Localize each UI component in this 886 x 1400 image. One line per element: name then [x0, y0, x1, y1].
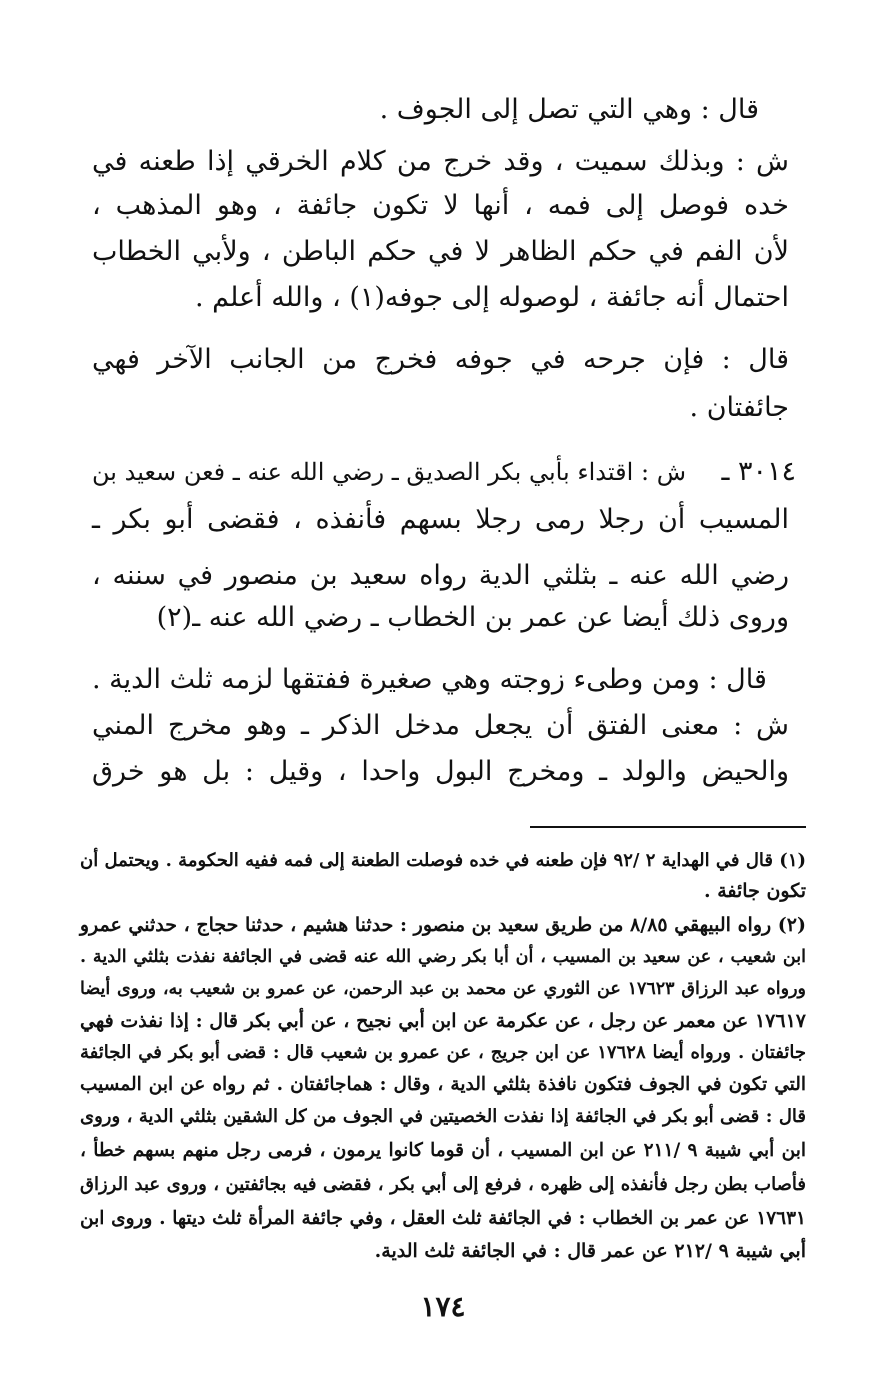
main-line-6: قال : فإن جرحه في جوفه فخرج من الجانب الآخر فهي: [92, 344, 789, 375]
footnote-line-4: ابن شعيب ، عن سعيد بن المسيب ، أن أبا بكر رضي الله عنه قضى في الجائفة نفذت بثلثي الدية .: [80, 947, 806, 967]
main-line-1: [92, 90, 789, 130]
main-line-7: جائفتان .: [689, 392, 789, 423]
main-line-12: [92, 660, 789, 700]
footnote-line-1: (١) قال في الهداية ٢ /٩٢ فإن طعنه في خده فوصلت الطعنة إلى فمه ففيه الحكومة . ويحتمل أن: [80, 850, 807, 871]
footnote-line-13: أبي شيبة ٩ /٢١٢ عن عمر قال : في الجائفة ثلث الدية.: [374, 1240, 806, 1262]
main-line-9: المسيب أن رجلا رمى رجلا بسهم فأنفذه ، فقضى أبو بكر ـ: [92, 504, 789, 535]
footnote-line-12: ١٧٦٣١ عن عمر بن الخطاب : في الجائفة ثلث العقل ، وفي جائفة المرأة ثلث ديتها . وروى ابن: [80, 1208, 806, 1229]
footnote-line-7: جائفتان . ورواه أيضا ١٧٦٢٨ عن ابن جريج ، عن عمرو بن شعيب قال : قضى أبو بكر في الجائفة: [80, 1042, 806, 1063]
footnote-line-9: قال : قضى أبو بكر في الجائفة إذا نفذت الخصيتين في الجوف من كل الشقين بثلثي الدية ، وروى: [80, 1106, 806, 1127]
footnote-line-2: تكون جائفة .: [703, 880, 806, 902]
footnote-line-11: فأصاب بطن رجل فأنفذه إلى ظهره ، فرفع إلى أبي بكر ، فقضى فيه بجائفتين ، وروى عبد الرزاق: [80, 1174, 806, 1195]
main-line-1-text: قال : وهي التي تصل إلى الجوف .: [379, 94, 759, 125]
main-line-8: ش : اقتداء بأبي بكر الصديق ـ رضي الله عنه ـ فعن سعيد بن: [92, 458, 687, 486]
main-line-4: لأن الفم في حكم الظاهر لا في حكم الباطن ، ولأبي الخطاب: [92, 236, 789, 267]
main-line-2: ش : وبذلك سميت ، وقد خرج من كلام الخرقي إذا طعنه في: [92, 146, 789, 177]
main-line-3: خده فوصل إلى فمه ، أنها لا تكون جائفة ، وهو المذهب ،: [92, 190, 789, 221]
footnote-line-6: ١٧٦١٧ عن معمر عن رجل ، عن عكرمة عن ابن أبي نجيح ، عن أبي بكر قال : إذا نفذت فهي: [80, 1010, 806, 1032]
footnote-line-5: ورواه عبد الرزاق ١٧٦٢٣ عن الثوري عن محمد بن عبد الرحمن، عن عمرو بن شعيب به، وروى أيضا: [80, 979, 807, 999]
footnote-line-8: التي تكون في الجوف فتكون نافذة بثلثي الدية ، وقال : هماجائفتان . ثم رواه عن ابن المسيب: [80, 1074, 806, 1095]
footnote-separator: [530, 826, 806, 828]
footnote-line-3: (٢) رواه البيهقي ٨/٨٥ من طريق سعيد بن منصور : حدثنا هشيم ، حدثنا حجاج ، حدثني عمرو: [79, 914, 806, 936]
main-line-13: ش : معنى الفتق أن يجعل مدخل الذكر ـ وهو مخرج المني: [92, 710, 789, 741]
issue-number: ٣٠١٤ ـ: [721, 456, 796, 487]
footnote-line-10: ابن أبي شيبة ٩ /٢١١ عن ابن المسيب ، أن قوما كانوا يرمون ، فرمى رجل منهم بسهم خطأ ،: [80, 1140, 806, 1161]
main-line-12-text: قال : ومن وطىء زوجته وهي صغيرة ففتقها لزمه ثلث الدية .: [92, 664, 767, 695]
main-line-5: احتمال أنه جائفة ، لوصوله إلى جوفه(١) ، والله أعلم .: [195, 282, 789, 313]
main-line-14: والحيض والولد ـ ومخرج البول واحدا ، وقيل : بل هو خرق: [92, 756, 789, 787]
main-line-11: وروى ذلك أيضا عن عمر بن الخطاب ـ رضي الله عنه ـ(٢): [156, 602, 789, 633]
main-line-10: رضي الله عنه ـ بثلثي الدية رواه سعيد بن منصور في سننه ،: [92, 560, 789, 591]
page-number: ١٧٤: [420, 1290, 466, 1323]
